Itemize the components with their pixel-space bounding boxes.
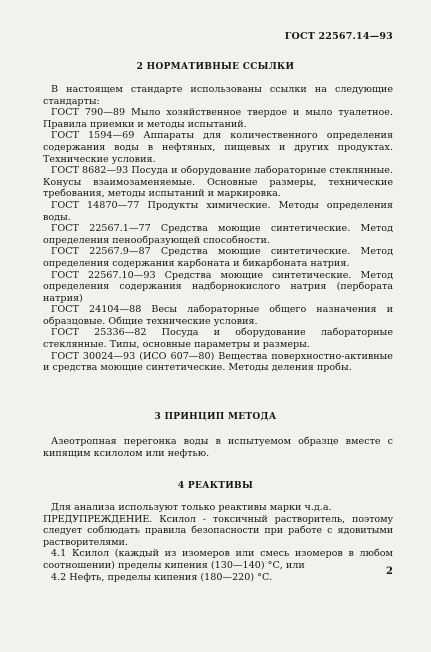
paragraph: Для анализа используют только реактивы марки ч.д.а. (51, 502, 332, 513)
reagents-body (43, 502, 393, 583)
reference-item: ГОСТ 30024—93 (ИСО 607—80) Вещества поверхностно-активные и средства моющие синтетические. Методы деления пробы. (43, 350, 393, 374)
reference-item: ГОСТ 1594—69 Аппараты для количественного определения содержания воды в нефтяных, пищевых и других продуктах. Технические условия. (43, 130, 393, 165)
normative-references-body (43, 84, 393, 374)
section-title-normative: 2 НОРМАТИВНЫЕ ССЫЛКИ (136, 62, 295, 72)
reference-item: ГОСТ 22567.10—93 Средства моющие синтетические. Метод определения содержания надборнокислого натрия (пербората натрия) (43, 269, 393, 304)
reference-item: ГОСТ 14870—77 Продукты химические. Методы определения воды. (43, 199, 393, 223)
reagent-item: 4.1 Ксилол (каждый из изомеров или смесь изомеров в любом соотношении) пределы кипения (130—140) °С, или (43, 548, 393, 571)
reference-item: ГОСТ 22567.1—77 Средства моющие синтетические. Метод определения пенообразующей способности. (43, 223, 393, 246)
warning-paragraph: ПРЕДУПРЕЖДЕНИЕ. Ксилол - токсичный растворитель, поэтому следует соблюдать правила безопасности при работе с ядовитыми растворителями. (43, 513, 393, 548)
reference-item: ГОСТ 24104—88 Весы лабораторные общего назначения и образцовые. Общие технические условия. (43, 304, 393, 327)
reference-item: ГОСТ 22567.9—87 Средства моющие синтетические. Метод определения содержания карбоната и бикарбоната натрия. (43, 246, 393, 269)
paragraph: Азеотропная перегонка воды в испытуемом образце вместе с кипящим ксилолом или нефтью. (43, 436, 393, 459)
reference-item: ГОСТ 8682—93 Посуда и оборудование лабораторные стеклянные. Конусы взаимозаменяемые. Основные размеры, технические требования, методы испытаний и маркировка. (43, 165, 393, 200)
document-code: ГОСТ 22567.14—93 (284, 31, 393, 42)
paragraph: В настоящем стандарте использованы ссылки на следующие стандарты: (43, 84, 393, 107)
principle-body (43, 436, 393, 459)
page-number: 2 (386, 566, 393, 577)
reagent-item: 4.2 Нефть, пределы кипения (180—220) °С. (51, 571, 273, 583)
reference-item: ГОСТ 790—89 Мыло хозяйственное твердое и мыло туалетное. Правила приемки и методы испытаний. (43, 107, 393, 130)
section-title-reagents: 4 РЕАКТИВЫ (177, 481, 254, 491)
section-title-principle: 3 ПРИНЦИП МЕТОДА (154, 412, 277, 422)
reference-item: ГОСТ 25336—82 Посуда и оборудование лабораторные стеклянные. Типы, основные параметры и размеры. (43, 327, 393, 351)
